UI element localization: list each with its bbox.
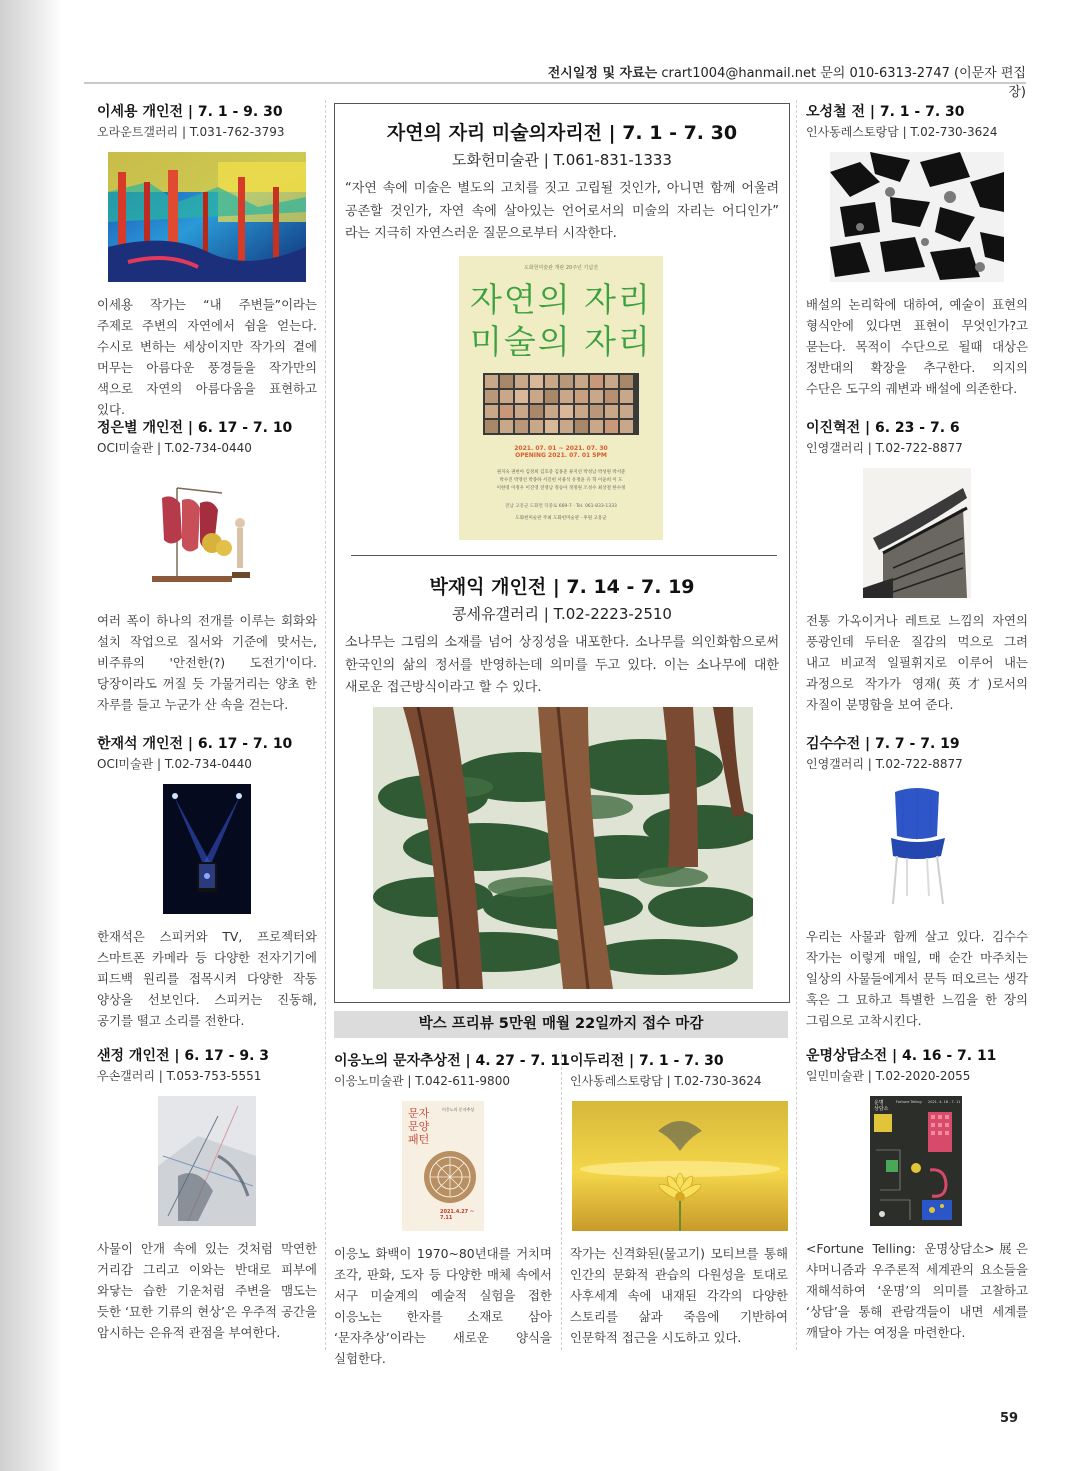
exhibition-title: 샌정 개인전 — [97, 1048, 170, 1064]
artwork-fish-flower-image — [572, 1101, 788, 1231]
exhibition-description: 우리는 사물과 함께 살고 있다. 김수수 작가는 이렇게 매일, 매 순간 마주치는 일상의 사물들에게서 문득 떠오르는 생각 혹은 그 묘하고 특별한 느낌을 한 장의 그림으로 고착시킨다. — [806, 929, 1028, 1028]
page-header — [540, 62, 1026, 100]
exhibition-tel: T.02-722-8877 — [875, 441, 963, 455]
featured-venue: 도화헌미술관 — [452, 151, 539, 169]
exhibition-title: 오성철 전 — [806, 104, 865, 120]
exhibition-venue: 인사동레스토랑담 — [570, 1074, 663, 1088]
exhibition-description: 여러 폭이 하나의 전개를 이루는 회화와 설치 작업으로 질서와 기준에 맞서는, 비주류의 '안전한(?) 도전기'이다. 당장이라도 꺼질 듯 가물거리는 양초 한 자루를 들고 누군가 산 속을 걷는다. — [97, 613, 317, 712]
poster-artists-line: 이한영 이정우 이진영 전영남 정승아 정정원 조성수 최상철 한수정 — [496, 486, 626, 491]
poster-address: 전남 고흥군 도화면 덕중로 669-7 · Tel. 061-833-1333 — [505, 504, 617, 509]
artwork-light-installation-image — [163, 784, 251, 914]
poster-title-line: 문양 — [408, 1120, 430, 1133]
exhibition-title: 이응노의 문자추상전 — [334, 1053, 461, 1069]
poster-title-line: 운명 — [874, 1100, 884, 1106]
poster-date: 2021.4.27 ~ 7.11 — [440, 1209, 475, 1221]
exhibition-title: 한재석 개인전 — [97, 736, 184, 752]
exhibition-lee-duri: 이두리전 | 7. 1 - 7. 30 인사동레스토랑담 | T.02-730-3624 작가는 신격화된(물고기) 모티브를 통해 인간의 문화적 관습의 다원성을 토대로 사후세계 속에 내재된 각각의 다양한 스토리를 삶과 죽음에 기반하여 인문학적 접근을 시도하고 있다. — [570, 1051, 788, 1348]
exhibition-title: 이세용 개인전 — [97, 104, 184, 120]
column-divider — [325, 100, 326, 1350]
exhibition-dates: 6. 17 - 9. 3 — [184, 1048, 270, 1064]
exhibition-tel: T.031-762-3793 — [189, 125, 285, 139]
exhibition-venue: 이응노미술관 — [334, 1074, 404, 1088]
exhibition-lee-seyong: 이세용 개인전 | 7. 1 - 9. 30 오라운트갤러리 | T.031-762-3793 이세용 작가는 “내 주변들”이라는 주제로 주변의 자연에서 쉼을 얻는다. 수시로 변하는 세상이지만 작가의 곁에 머무는 아름다운 풍경들을 작가만의 색으로 자연의 아름다움을 표현하고 있다. — [97, 102, 317, 418]
exhibition-lee-jinhyuk: 이진혁전 | 6. 23 - 7. 6 인영갤러리 | T.02-722-8877 전통 가옥이거나 레트로 느낌의 자연의 풍광인데 두터운 질감의 먹으로 그려 내고 비교적 일필휘지로 이루어 내는 과정으로 작가가 영재(英才)로서의 자질이 분명함을 보여 준다. — [806, 418, 1028, 734]
exhibition-tel: T.02-730-3624 — [910, 125, 998, 139]
poster-artists-line: 박수진 박영선 박종하 서길헌 서용석 유정윤 유 혁 이윤희 이 도 — [499, 478, 623, 483]
exhibition-description: 작가는 신격화된(물고기) 모티브를 통해 인간의 문화적 관습의 다원성을 토대로 사후세계 속에 내재된 각각의 다양한 스토리를 삶과 죽음에 기반하여 인문학적 접근을 시도하고 있다. — [570, 1246, 788, 1345]
artwork-abstract-image — [158, 1096, 256, 1226]
page-number: 59 — [1000, 1411, 1019, 1426]
exhibition-san-jung: 샌정 개인전 | 6. 17 - 9. 3 우손갤러리 | T.053-753-5551 사물이 안개 속에 있는 것처럼 막연한 거리감 그리고 이와는 반대로 피부에 와닿는 습한 기운처럼 주변을 맴도는 듯한 ‘묘한 기류의 현상’은 우주적 공간을 암시하는 은유적 관점을 부여한다. — [97, 1046, 317, 1343]
artwork-installation-image — [142, 468, 272, 598]
header-email[interactable]: crart1004@hanmail.net — [661, 66, 817, 81]
featured-bottom: 박재익 개인전 | 7. 14 - 7. 19 콩세유갤러리 | T.02-2223-2510 소나무는 그림의 소재를 넘어 상징성을 내포한다. 소나무를 의인화함으로써 한국인의 삶의 정서를 반영하는데 의미를 두고 있다. 이는 소나무에 대한 새로운 접근방식이라고 할 수 있다. — [345, 572, 779, 700]
featured-pine-painting — [373, 707, 753, 989]
poster-date: 2021. 4. 16 - 7. 11 — [928, 1100, 961, 1104]
exhibition-venue: 인영갤러리 — [806, 757, 864, 771]
featured-top: 자연의 자리 미술의자리전 | 7. 1 - 7. 30 도화헌미술관 | T.061-831-1333 “자연 속에 미술은 별도의 고치를 짓고 고립될 것인가, 아니면 함께 어울려 공존할 것인가, 자연 속에 살아있는 언어로서의 미술의 자리는 어디인가” 라는 지극히 자연스러운 질문으로부터 시작한다. — [345, 118, 779, 246]
exhibition-dates: 4. 16 - 7. 11 — [902, 1048, 997, 1064]
right-column — [806, 102, 1028, 1343]
exhibition-title: 이진혁전 — [806, 420, 861, 436]
exhibition-title: 운명상담소전 — [806, 1048, 888, 1064]
exhibition-tel: T.02-734-0440 — [164, 757, 252, 771]
poster-seal-graphic — [422, 1149, 478, 1205]
exhibition-description: 배설의 논리학에 대하여, 예술이 표현의 형식안에 있다면 표현이 무엇인가?고 묻는다. 목적이 수단으로 될때 대상은 정반대의 확장을 추구한다. 의지의 수단은 도구의 궤변과 배설에 의존한다. — [806, 297, 1028, 396]
exhibition-venue: 인사동레스토랑담 — [806, 125, 899, 139]
poster-kicker: 도화헌미술관 개관 20주년 기념전 — [524, 265, 598, 271]
exhibition-title: 정은별 개인전 — [97, 420, 184, 436]
exhibition-description: <Fortune Telling: 운명상담소>展은 샤머니즘과 우주론적 세계관의 요소들을 재해석하여 ‘운명’의 의미를 고찰하고 ‘상담’을 통해 관람객들이 내면 세계를 깨달아 가는 여정을 마련한다. — [806, 1241, 1028, 1340]
exhibition-tel: T.02-722-8877 — [875, 757, 963, 771]
poster-title-line: 문자 — [408, 1107, 430, 1120]
featured-box — [334, 103, 790, 1003]
poster-title-line: 상담소 — [874, 1106, 889, 1112]
poster-artists-line: 권지숙 권현아 김정희 김호중 김홍준 류지선 박성남 박성원 박서준 — [496, 470, 626, 475]
exhibition-poster — [870, 1096, 962, 1226]
exhibition-description: 이응노 화백이 1970~80년대를 거치며 조각, 판화, 도자 등 다양한 매체 속에서 서구 미술계의 예술적 실험을 접한 이응노는 한자를 소재로 삼아 ‘문자추상’이라는 새로운 양식을 실험한다. — [334, 1246, 552, 1366]
poster-dates: 2021. 07. 01 ~ 2021. 07. 30 — [514, 445, 608, 452]
exhibition-dates: 7. 1 - 7. 30 — [879, 104, 965, 120]
featured-tel: T.061-831-1333 — [553, 151, 672, 169]
box-divider — [351, 555, 777, 556]
header-rule — [84, 82, 1026, 84]
artwork-chair-image — [873, 784, 961, 914]
exhibition-tel: T.02-2020-2055 — [875, 1069, 971, 1083]
exhibition-venue: OCI미술관 — [97, 757, 154, 771]
featured-title: 자연의 자리 미술의자리전 — [386, 122, 603, 144]
header-contact: 문의 010-6313-2747 (이문자 편집장) — [820, 66, 1026, 100]
column-divider — [561, 1052, 562, 1350]
poster-opening: OPENING 2021. 07. 01 5PM — [515, 452, 607, 459]
page-spine-shadow — [0, 0, 62, 1471]
exhibition-tel: T.053-753-5551 — [166, 1069, 262, 1083]
header-label: 전시일정 및 자료는 — [547, 66, 658, 81]
featured-tel: T.02-2223-2510 — [553, 605, 672, 623]
poster-artist-photo-grid — [483, 373, 639, 435]
exhibition-oh-seongcheol: 오성철 전 | 7. 1 - 7. 30 인사동레스토랑담 | T.02-730-3624 배설의 논리학에 대하여, 예술이 표현의 형식안에 있다면 표현이 무엇인가?고 묻는다. 목적이 수단으로 될때 대상은 정반대의 확장을 추구한다. 의지의 수단은 도구의 궤변과 배설에 의존한다. — [806, 102, 1028, 418]
exhibition-title: 김수수전 — [806, 736, 861, 752]
exhibition-poster — [402, 1101, 484, 1231]
poster-title-line: 패턴 — [408, 1133, 430, 1146]
featured-dates: 7. 14 - 7. 19 — [566, 576, 695, 598]
featured-venue: 콩세유갤러리 — [452, 605, 539, 623]
exhibition-dates: 7. 1 - 9. 30 — [197, 104, 283, 120]
exhibition-kim-susu: 김수수전 | 7. 7 - 7. 19 인영갤러리 | T.02-722-8877 우리는 사물과 함께 살고 있다. 김수수 작가는 이렇게 매일, 매 순간 마주치는 일상의 사물들에게서 문득 떠오르는 생각 혹은 그 묘하고 특별한 느낌을 한 장의 그림으로 고착시킨다. — [806, 734, 1028, 1046]
exhibition-venue: OCI미술관 — [97, 441, 154, 455]
exhibition-title: 이두리전 — [570, 1053, 625, 1069]
exhibition-description: 이세용 작가는 “내 주변들”이라는 주제로 주변의 자연에서 쉼을 얻는다. 수시로 변하는 세상이지만 작가의 곁에 머무는 아름다운 풍경들을 작가만의 색으로 자연의 아름다움을 표현하고 있다. — [97, 297, 317, 417]
preview-banner: 박스 프리뷰 5만원 매월 22일까지 접수 마감 — [334, 1011, 788, 1038]
exhibition-lee-ungno: 이응노의 문자추상전 | 4. 27 - 7. 11 이응노미술관 | T.042-611-9800 문자 문양 패턴 이응노의 문자추상 2021.4.27 ~ 7.11 이응노 화백이 1970~80년대를 거치며 조각, 판화, 도자 등 다양한 매체 속에서 서구 미술계의 예술적 실험을 접한 이응노는 한자를 소재로 삼아 ‘문자추상’이라는 새로운 양식을 실험한다. — [334, 1051, 552, 1369]
featured-title: 박재익 개인전 — [429, 576, 547, 598]
artwork-ink-splatter-image — [830, 152, 1004, 282]
artwork-ink-house-image — [863, 468, 971, 598]
exhibition-venue: 인영갤러리 — [806, 441, 864, 455]
column-divider — [796, 100, 797, 1350]
exhibition-tel: T.02-730-3624 — [674, 1074, 762, 1088]
featured-description: “자연 속에 미술은 별도의 고치를 짓고 고립될 것인가, 아니면 함께 어울려 공존할 것인가, 자연 속에 살아있는 언어로서의 미술의 자리는 어디인가” 라는 지극히 자연스러운 질문으로부터 시작한다. — [345, 181, 779, 241]
poster-title-line-2: 미술의 자리 — [470, 322, 652, 361]
exhibition-venue: 일민미술관 — [806, 1069, 864, 1083]
exhibition-venue: 우손갤러리 — [97, 1069, 155, 1083]
exhibition-dates: 6. 23 - 7. 6 — [874, 420, 960, 436]
exhibition-description: 사물이 안개 속에 있는 것처럼 막연한 거리감 그리고 이와는 반대로 피부에 와닿는 습한 기운처럼 주변을 맴도는 듯한 ‘묘한 기류의 현상’은 우주적 공간을 암시하는 은유적 관점을 부여한다. — [97, 1241, 317, 1340]
exhibition-dates: 4. 27 - 7. 11 — [475, 1053, 570, 1069]
poster-footer: 도화헌미술관 주최 도화헌미술관 · 후원 고흥군 — [515, 516, 607, 521]
exhibition-jung-eunbyul: 정은별 개인전 | 6. 17 - 7. 10 OCI미술관 | T.02-734-0440 여러 폭이 하나의 전개를 이루는 회화와 설치 작업으로 질서와 기준에 맞서는, 비주류의 '안전한(?) 도전기'이다. 당장이라도 꺼질 듯 가물거리는 양초 한 자루를 들고 누군가 산 속을 걷는다. — [97, 418, 317, 734]
poster-title-line-1: 자연의 자리 — [470, 280, 652, 319]
poster-subtitle: Fortune Telling — [896, 1100, 922, 1104]
exhibition-dates: 6. 17 - 7. 10 — [197, 736, 293, 752]
left-column — [97, 102, 317, 1343]
exhibition-description: 전통 가옥이거나 레트로 느낌의 자연의 풍광인데 두터운 질감의 먹으로 그려 내고 비교적 일필휘지로 이루어 내는 과정으로 작가가 영재(英才)로서의 자질이 분명함을 보여 준다. — [806, 613, 1028, 712]
poster-subtitle: 이응노의 문자추상 — [442, 1107, 475, 1112]
exhibition-tel: T.02-734-0440 — [164, 441, 252, 455]
exhibition-tel: T.042-611-9800 — [415, 1074, 510, 1088]
exhibition-fortune-telling: 운명상담소전 | 4. 16 - 7. 11 일민미술관 | T.02-2020-2055 운명 상담소 Fortune Telling 2021. 4. 16 - 7. 11 <Fortune Telling: 운명상담소>展은 샤머니즘과 우주론적 세계관의 요소들을 재해석하여 ‘운명’의 의미를 고찰하고 ‘상담’을 통해 관람객들이 내면 세계를 깨달아 가는 여정을 마련한다. — [806, 1046, 1028, 1343]
exhibition-dates: 7. 7 - 7. 19 — [874, 736, 960, 752]
poster-game-board-graphic — [870, 1110, 962, 1226]
exhibition-venue: 오라운트갤러리 — [97, 125, 179, 139]
exhibition-dates: 7. 1 - 7. 30 — [638, 1053, 724, 1069]
featured-description: 소나무는 그림의 소재를 넘어 상징성을 내포한다. 소나무를 의인화함으로써 한국인의 삶의 정서를 반영하는데 의미를 두고 있다. 이는 소나무에 대한 새로운 접근방식이라고 할 수 있다. — [345, 635, 779, 695]
featured-dates: 7. 1 - 7. 30 — [622, 122, 738, 144]
featured-poster — [459, 256, 663, 540]
artwork-landscape-image — [108, 152, 306, 282]
exhibition-dates: 6. 17 - 7. 10 — [197, 420, 293, 436]
exhibition-han-jaeseok: 한재석 개인전 | 6. 17 - 7. 10 OCI미술관 | T.02-734-0440 한재석은 스피커와 TV, 프로젝터와 스마트폰 카메라 등 다양한 전자기기에 피드백 원리를 접목시켜 다양한 작동 양상을 선보인다. 스피커는 진동해, 공기를 떨고 소리를 전한다. — [97, 734, 317, 1046]
exhibition-description: 한재석은 스피커와 TV, 프로젝터와 스마트폰 카메라 등 다양한 전자기기에 피드백 원리를 접목시켜 다양한 작동 양상을 선보인다. 스피커는 진동해, 공기를 떨고 소리를 전한다. — [97, 929, 317, 1028]
